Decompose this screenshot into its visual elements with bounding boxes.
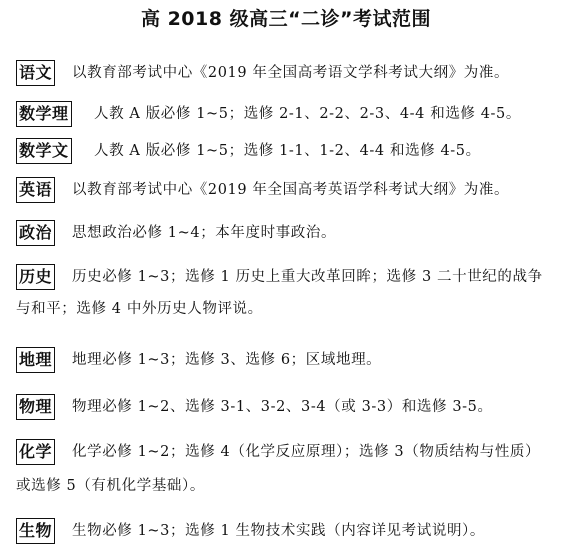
subject-badge: 历史: [16, 264, 55, 290]
subject-entry-history: [16, 264, 566, 320]
subject-entry-chinese: [16, 60, 566, 86]
subject-scope-text: 人教 A 版必修 1~5；选修 2-1、2-2、2-3、4-4 和选修 4-5。: [94, 106, 521, 122]
subject-entry-english: [16, 177, 566, 203]
subject-scope-text: 物理必修 1~2、选修 3-1、3-2、3-4（或 3-3）和选修 3-5。: [72, 399, 493, 415]
subject-badge: 英语: [16, 177, 55, 203]
subject-scope-text: 思想政治必修 1~4；本年度时事政治。: [72, 225, 337, 241]
page-title: 高 2018 级高三“二诊”考试范围: [140, 8, 432, 30]
subject-scope-continuation: 或选修 5（有机化学基础）。: [16, 478, 205, 494]
subject-badge: 政治: [16, 220, 55, 246]
subject-entry-geography: [16, 347, 566, 373]
subject-badge: 语文: [16, 60, 55, 86]
subject-entry-physics: [16, 394, 566, 420]
subject-badge: 生物: [16, 518, 55, 544]
subject-entry-math-liberal: [16, 138, 566, 164]
subject-scope-text: 历史必修 1~3；选修 1 历史上重大改革回眸；选修 3 二十世纪的战争: [72, 269, 543, 285]
subject-scope-text: 化学必修 1~2；选修 4（化学反应原理）；选修 3（物质结构与性质）: [72, 444, 541, 460]
subject-scope-text: 人教 A 版必修 1~5；选修 1-1、1-2、4-4 和选修 4-5。: [94, 143, 481, 159]
subject-scope-text: 以教育部考试中心《2019 年全国高考英语学科考试大纲》为准。: [72, 182, 510, 198]
subject-entry-math-science: [16, 101, 566, 127]
subject-badge: 物理: [16, 394, 55, 420]
subject-scope-continuation: 与和平；选修 4 中外历史人物评说。: [16, 301, 263, 317]
subject-entry-politics: [16, 220, 566, 246]
subject-scope-text: 以教育部考试中心《2019 年全国高考语文学科考试大纲》为准。: [72, 65, 510, 81]
subject-badge: 数学理: [16, 101, 72, 127]
subject-badge: 地理: [16, 347, 55, 373]
subject-scope-text: 生物必修 1~3；选修 1 生物技术实践（内容详见考试说明）。: [72, 523, 486, 539]
subject-badge: 数学文: [16, 138, 72, 164]
subject-entry-chemistry: [16, 439, 566, 495]
subject-entry-biology: [16, 518, 566, 544]
subject-scope-text: 地理必修 1~3；选修 3、选修 6；区域地理。: [72, 352, 382, 368]
subject-badge: 化学: [16, 439, 55, 465]
